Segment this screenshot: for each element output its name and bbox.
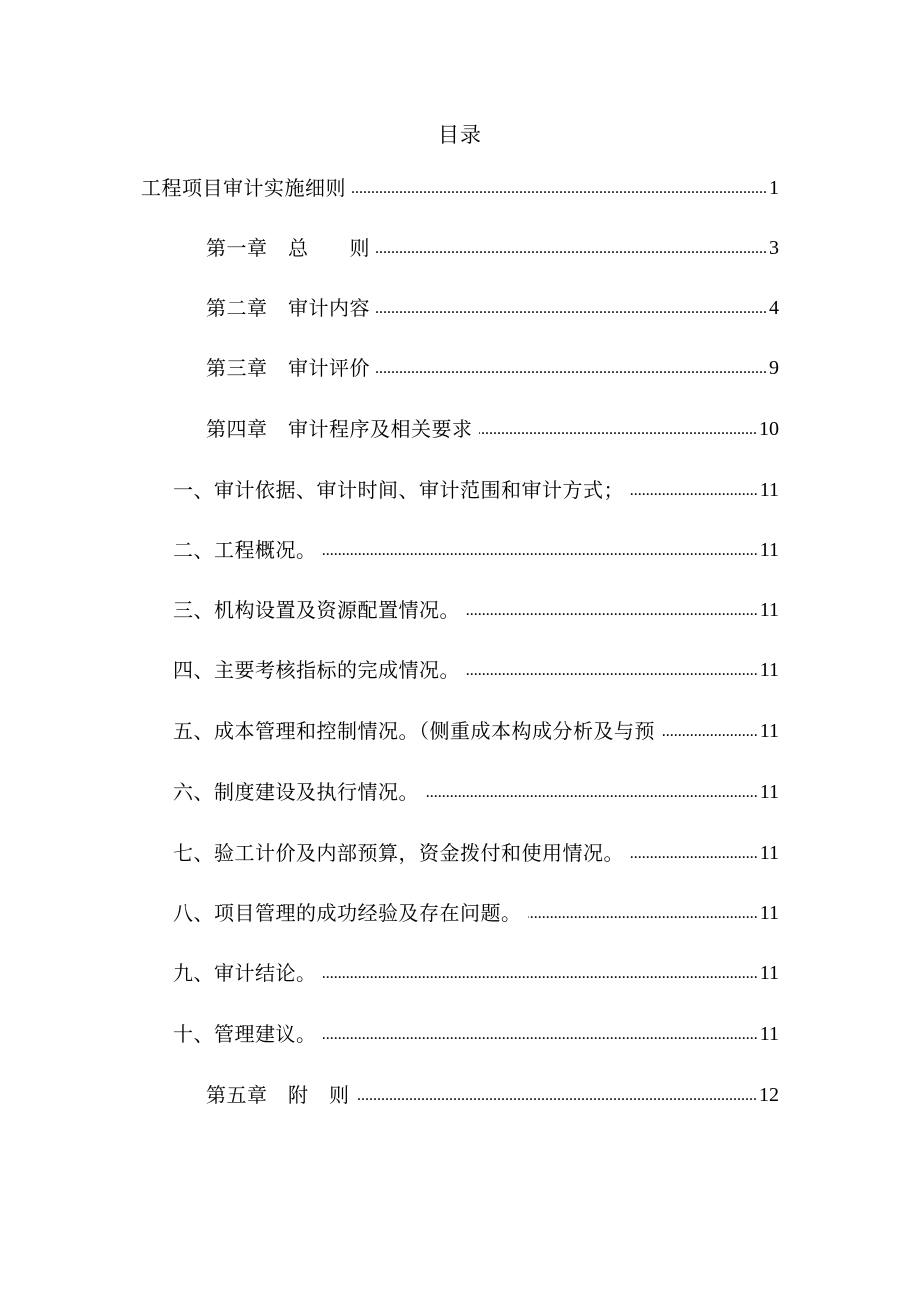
toc-page-number: 4	[769, 297, 779, 319]
toc-entry-section-2[interactable]	[173, 532, 779, 564]
toc-entry-section-6[interactable]	[173, 774, 779, 806]
toc-entry-text: 第二章 审计内容	[206, 296, 370, 320]
toc-entry-text: 第四章 审计程序及相关要求	[206, 417, 473, 441]
toc-page-number: 11	[759, 962, 779, 984]
toc-leader-dots	[630, 839, 758, 867]
toc-entry-section-3[interactable]	[173, 592, 779, 624]
toc-entry-section-10[interactable]	[173, 1016, 779, 1048]
toc-entry-text: 第五章 附 则	[206, 1083, 350, 1107]
toc-entry-text: 四、主要考核指标的完成情况。	[173, 658, 460, 682]
toc-page-number: 11	[759, 781, 779, 803]
toc-leader-dots	[352, 174, 767, 202]
toc-entry-chapter-1[interactable]	[206, 230, 779, 262]
toc-page-number: 3	[769, 237, 779, 259]
toc-entry-text: 八、项目管理的成功经验及存在问题。	[173, 901, 522, 925]
toc-entry-chapter-3[interactable]	[206, 350, 779, 382]
toc-leader-dots	[323, 536, 758, 564]
toc-entry-text: 五、成本管理和控制情况。（侧重成本构成分析及与预	[173, 719, 655, 743]
toc-leader-dots	[425, 778, 758, 806]
toc-entry-text: 第一章 总 则	[206, 236, 370, 260]
toc-leader-dots	[323, 959, 758, 987]
toc-entry-text: 三、机构设置及资源配置情况。	[173, 598, 460, 622]
toc-entry-text: 七、验工计价及内部预算，资金拨付和使用情况。	[173, 841, 624, 865]
toc-page-number: 11	[759, 659, 779, 681]
toc-entry-section-8[interactable]	[173, 895, 779, 927]
toc-leader-dots	[479, 415, 758, 443]
toc-entry-chapter-2[interactable]	[206, 290, 779, 322]
toc-entry-text: 工程项目审计实施细则	[141, 176, 346, 200]
toc-page-number: 11	[759, 599, 779, 621]
toc-leader-dots	[466, 596, 758, 624]
toc-entry-chapter-4[interactable]	[206, 411, 779, 443]
toc-leader-dots	[466, 656, 758, 684]
toc-page-number: 11	[759, 539, 779, 561]
toc-entry-section-4[interactable]	[173, 652, 779, 684]
toc-entry-section-5[interactable]	[173, 713, 779, 745]
toc-entry-text: 九、审计结论。	[173, 961, 317, 985]
toc-title: 目录	[438, 123, 482, 147]
toc-page-number: 1	[769, 177, 779, 199]
toc-page-number: 11	[759, 842, 779, 864]
toc-page-number: 11	[759, 479, 779, 501]
toc-leader-dots	[376, 294, 767, 322]
toc-entry-text: 二、工程概况。	[173, 538, 317, 562]
toc-leader-dots	[356, 1081, 758, 1109]
toc-page-number: 10	[759, 418, 779, 440]
toc-leader-dots	[661, 717, 758, 745]
toc-entry-text: 第三章 审计评价	[206, 356, 370, 380]
toc-leader-dots	[528, 899, 758, 927]
toc-leader-dots	[376, 354, 767, 382]
toc-entry-section-1[interactable]	[173, 472, 779, 504]
toc-entry-section-7[interactable]	[173, 835, 779, 867]
toc-entry-main[interactable]	[141, 170, 779, 202]
toc-page-number: 11	[759, 902, 779, 924]
toc-entry-text: 六、制度建设及执行情况。	[173, 780, 419, 804]
toc-entry-text: 十、管理建议。	[173, 1022, 317, 1046]
toc-entry-section-9[interactable]	[173, 955, 779, 987]
toc-leader-dots	[323, 1020, 758, 1048]
toc-leader-dots	[630, 476, 758, 504]
toc-page-number: 11	[759, 1023, 779, 1045]
toc-page-number: 11	[759, 720, 779, 742]
toc-leader-dots	[376, 234, 767, 262]
toc-entry-text: 一、审计依据、审计时间、审计范围和审计方式；	[173, 478, 624, 502]
toc-page-number: 9	[769, 357, 779, 379]
toc-page-number: 12	[759, 1084, 779, 1106]
toc-entry-chapter-5[interactable]	[206, 1077, 779, 1109]
